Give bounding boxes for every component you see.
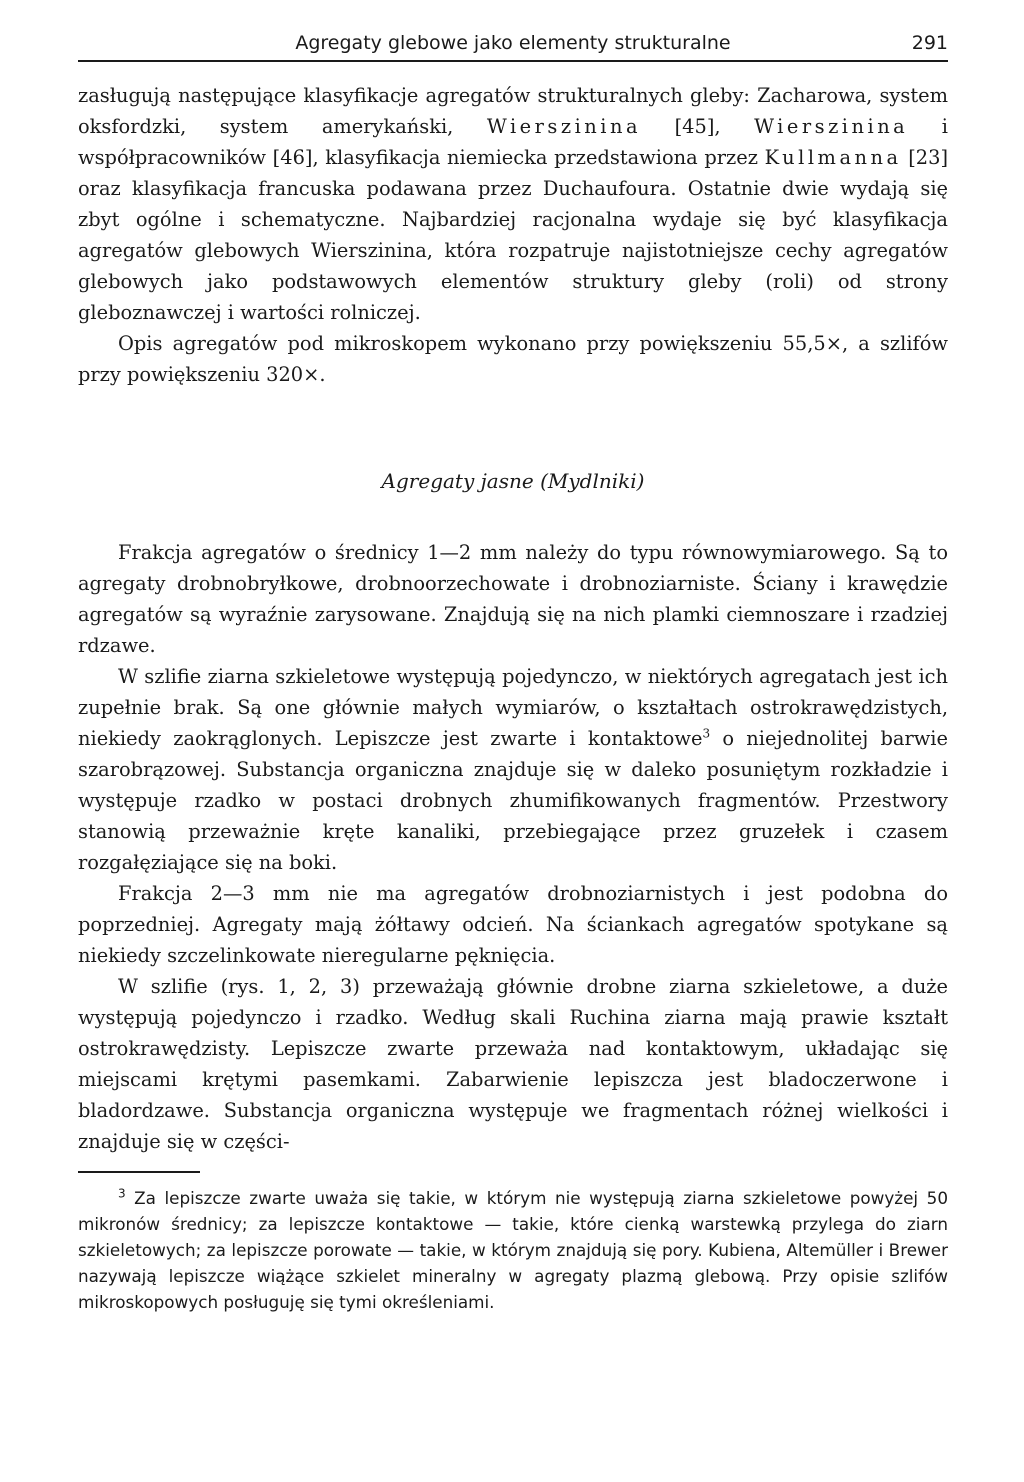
running-header — [78, 30, 948, 60]
running-title: Agregaty glebowe jako elementy strukturalne — [295, 32, 731, 54]
section-paragraph-4: W szlifie (rys. 1, 2, 3) przeważają głównie drobne ziarna szkieletowe, a duże występują pojedynczo i rzadko. Według skali Ruchina ziarna mają prawie kształt ostrokrawędzisty. Lepiszcze zwarte przeważa nad kontaktowym, układając się miejscami krętymi pasemkami. Zabarwienie lepiszcza jest bladoczerwone i bladordzawe. Substancja organiczna występuje we fragmentach różnej wielkości i znajduje się w części- — [78, 975, 948, 1153]
text-run: zasługują następujące klasyfikacje agregatów strukturalnych gleby: Zacharowa, system oksfordzki, system amerykański, — [78, 84, 948, 138]
page — [78, 30, 948, 1315]
text-run: i współpracowników [46], klasyfikacja niemiecka przedstawiona przez — [78, 115, 948, 169]
footnote-paragraph — [78, 1185, 948, 1315]
text-run: o niejednolitej barwie szarobrązowej. Substancja organiczna znajduje się w daleko posuniętym rozkładzie i występuje rzadko w postaci drobnych zhumifikowanych fragmentów. Przestwory stanowią przeważnie kręte kanaliki, przebiegające przez gruzełek i czasem rozgałęziające się na boki. — [78, 727, 948, 874]
text-run: [45], — [641, 115, 755, 138]
section-paragraph-1: Frakcja agregatów o średnicy 1—2 mm należy do typu równowymiarowego. Są to agregaty drobnobryłkowe, drobnoorzechowate i drobnoziarniste. Ściany i krawędzie agregatów są wyraźnie zarysowane. Znajdują się na nich plamki ciemnoszare i rzadziej rdzawe. — [78, 541, 948, 657]
author-name: Wierszinina — [486, 115, 642, 138]
footnote-reference: 3 — [702, 726, 711, 741]
intro-paragraph-1 — [78, 80, 948, 328]
author-name: Kullmanna — [764, 146, 902, 169]
text-run: W szlifie ziarna szkieletowe występują pojedynczo, w niektórych agregatach jest ich zupełnie brak. Są one głównie małych wymiarów, o kształtach ostrokrawędzistych, niekiedy zaokrąglonych. Lepiszcze jest zwarte i kontaktowe — [78, 665, 948, 750]
intro-paragraph-2: Opis agregatów pod mikroskopem wykonano przy powiększeniu 55,5×, a szlifów przy powiększeniu 320×. — [78, 332, 948, 386]
section-paragraph-2 — [78, 661, 948, 878]
footnote-mark: 3 — [118, 1185, 126, 1200]
author-name: Wierszinina — [754, 115, 909, 138]
footnote-text: Za lepiszcze zwarte uważa się takie, w którym nie występują ziarna szkieletowe powyżej 50 mikronów średnicy; za lepiszcze kontaktowe — takie, które cienką warstewką przylega do ziarn szkieletowych; za lepiszcze porowate — takie, w którym znajdują się pory. Kubiena, Altemüller i Brewer nazywają lepiszcze wiążące szkielet mineralny w agregaty plazmą glebową. Przy opisie szlifów mikroskopowych posługuję się tymi określeniami. — [78, 1187, 948, 1312]
section-title: Agregaty jasne (Mydlniki) — [381, 469, 645, 493]
footnote — [78, 1185, 948, 1315]
page-number: 291 — [911, 32, 948, 54]
section-paragraph-3: Frakcja 2—3 mm nie ma agregatów drobnoziarnistych i jest podobna do poprzedniej. Agregaty mają żółtawy odcień. Na ściankach agregatów spotykane są niekiedy szczelinkowate nieregularne pęknięcia. — [78, 882, 948, 967]
body-text — [78, 80, 948, 1157]
footnote-rule — [78, 1171, 200, 1173]
header-rule — [78, 60, 948, 62]
text-run: [23] oraz klasyfikacja francuska podawana przez Duchaufoura. Ostatnie dwie wydają się zbyt ogólne i schematyczne. Najbardziej racjonalna wydaje się być klasyfikacja agregatów glebowych Wierszinina, która rozpatruje najistotniejsze cechy agregatów glebowych jako podstawowych elementów struktury gleby (roli) od strony gleboznawczej i wartości rolniczej. — [78, 146, 949, 324]
